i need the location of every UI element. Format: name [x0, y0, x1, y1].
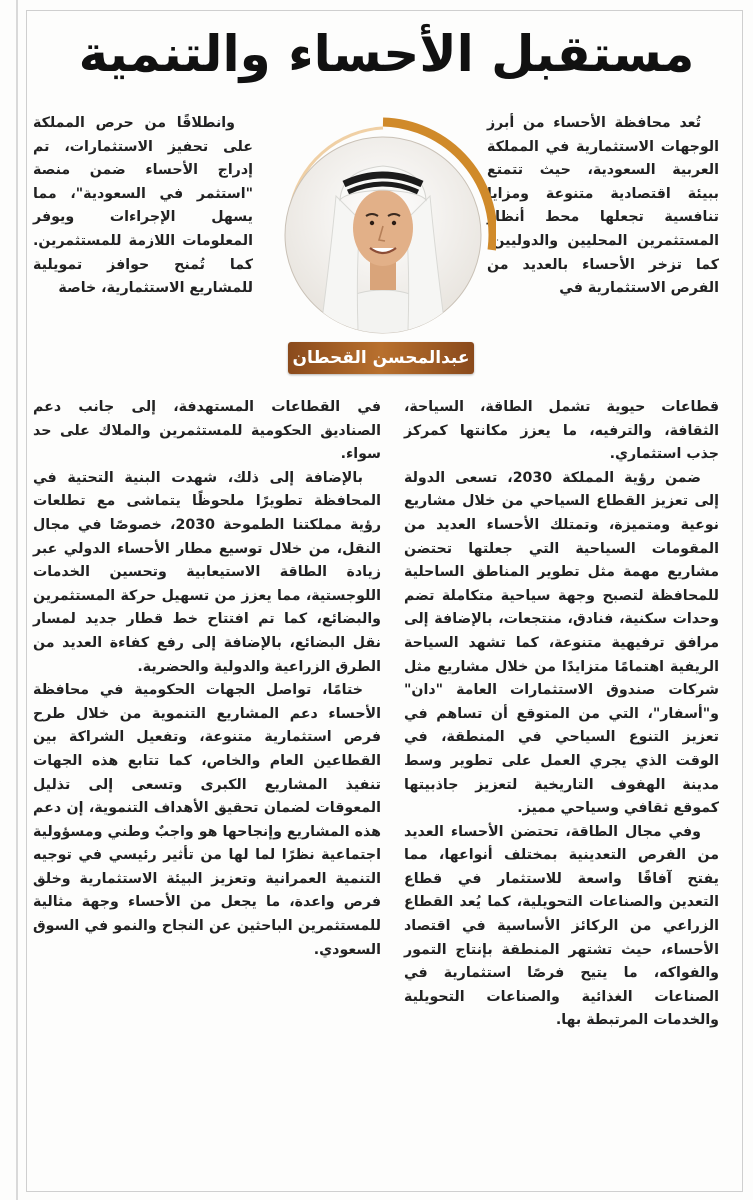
paragraph: بالإضافة إلى ذلك، شهدت البنية التحتية في المحافظة تطويرًا ملحوظًا يتماشى مع تطلعات رؤية مملكتنا الطموحة 2030، خصوصًا في مجال النقل، من خلال توسيع مطار الأحساء الدولي عبر زيادة الطاقة الاستيعابية وتحسين الخدمات اللوجستية، مما يعزز من تسهيل حركة المستثمرين والبضائع، كما تم افتتاح خط قطار جديد لمسار نقل البضائع، بالإضافة إلى رفع كفاءة العديد من الطرق الزراعية والدولية والحضرية.: [33, 469, 381, 675]
column-right-main: [404, 396, 719, 1186]
column-left-top: [33, 112, 253, 398]
paragraph: وانطلاقًا من حرص المملكة على تحفيز الاستثمارات، تم إدراج الأحساء ضمن منصة "استثمر في السعودية"، مما يسهل الإجراءات ويوفر المعلومات اللازمة للمستثمرين. كما تُمنح حوافز تمويلية للمشاريع الاستثمارية، خاصة: [33, 115, 253, 297]
paragraph: قطاعات حيوية تشمل الطاقة، السياحة، الثقافة، والترفيه، ما يعزز مكانتها كمركز جذب استثماري.: [404, 399, 719, 463]
page-edge-rule: [16, 0, 18, 1200]
author-name-badge: عبدالمحسن القحطان: [288, 342, 474, 374]
paragraph: ختامًا، تواصل الجهات الحكومية في محافظة الأحساء دعم المشاريع التنموية من خلال طرح فرص استثمارية متنوعة، وتفعيل الشراكة بين القطاعين العام والخاص، كما تتابع هذه الجهات تنفيذ المشاريع الكبرى وتسعى إلى تذليل المعوقات لضمان تحقيق الأهداف التنموية، إن دعم هذه المشاريع وإنجاحها هو واجبٌ وطني ومسؤولية اجتماعية نظرًا لما لها من تأثير رئيسي في توجيه التنمية العمرانية وتعزيز البيئة الاستثمارية وخلق فرص واعدة، ما يجعل من الأحساء وجهة مثالية للمستثمرين الباحثين عن النجاح والنمو في السوق السعودي.: [33, 682, 381, 958]
paragraph: وفي مجال الطاقة، تحتضن الأحساء العديد من الفرص التعدينية بمختلف أنواعها، مما يفتح آفاقًا واسعة للاستثمار في قطاع التعدين والصناعات التحويلية، كما يُعد القطاع الزراعي من الركائز الأساسية في اقتصاد الأحساء، حيث تشتهر المنطقة بإنتاج التمور والفواكه، ما يتيح فرصًا استثمارية في الصناعات الغذائية والصناعات التحويلية والخدمات المرتبطة بها.: [404, 823, 719, 1029]
paragraph: ضمن رؤية المملكة 2030، تسعى الدولة إلى تعزيز القطاع السياحي من خلال مشاريع نوعية ومتميزة، وتمتلك الأحساء العديد من المقومات السياحية التي جعلتها تحتضن مشاريع مهمة مثل تطوير المناطق الساحلية للمحافظة لتصبح وجهة سياحية متكاملة تضم وحدات سكنية، فنادق، منتجعات، بالإضافة إلى مرافق ترفيهية متنوعة، كما تشهد السياحة الريفية اهتمامًا متزايدًا من خلال مشاريع مثل شركات صندوق الاستثمارات العامة "دان" و"أسفار"، التي من المتوقع أن تساهم في تعزيز التنوع السياحي في المنطقة، في الوقت الذي يجري العمل على تطوير وسط مدينة الهفوف التاريخية لتعزيز جاذبيتها كموقع ثقافي وسياحي مميز.: [404, 469, 719, 817]
article-title: مستقبل الأحساء والتنمية: [78, 25, 695, 83]
column-right-top: [487, 112, 719, 398]
paragraph: في القطاعات المستهدفة، إلى جانب دعم الصناديق الحكومية للمستثمرين والملاك على حد سواء.: [33, 399, 381, 463]
paragraph: تُعد محافظة الأحساء من أبرز الوجهات الاستثمارية في المملكة العربية السعودية، حيث تتمتع ببيئة اقتصادية متنوعة ومزايا تنافسية تجعلها محط أنظار المستثمرين المحليين والدوليين. كما تزخر الأحساء بالعديد من الفرص الاستثمارية في: [487, 115, 719, 297]
column-left-main: [33, 396, 381, 1186]
